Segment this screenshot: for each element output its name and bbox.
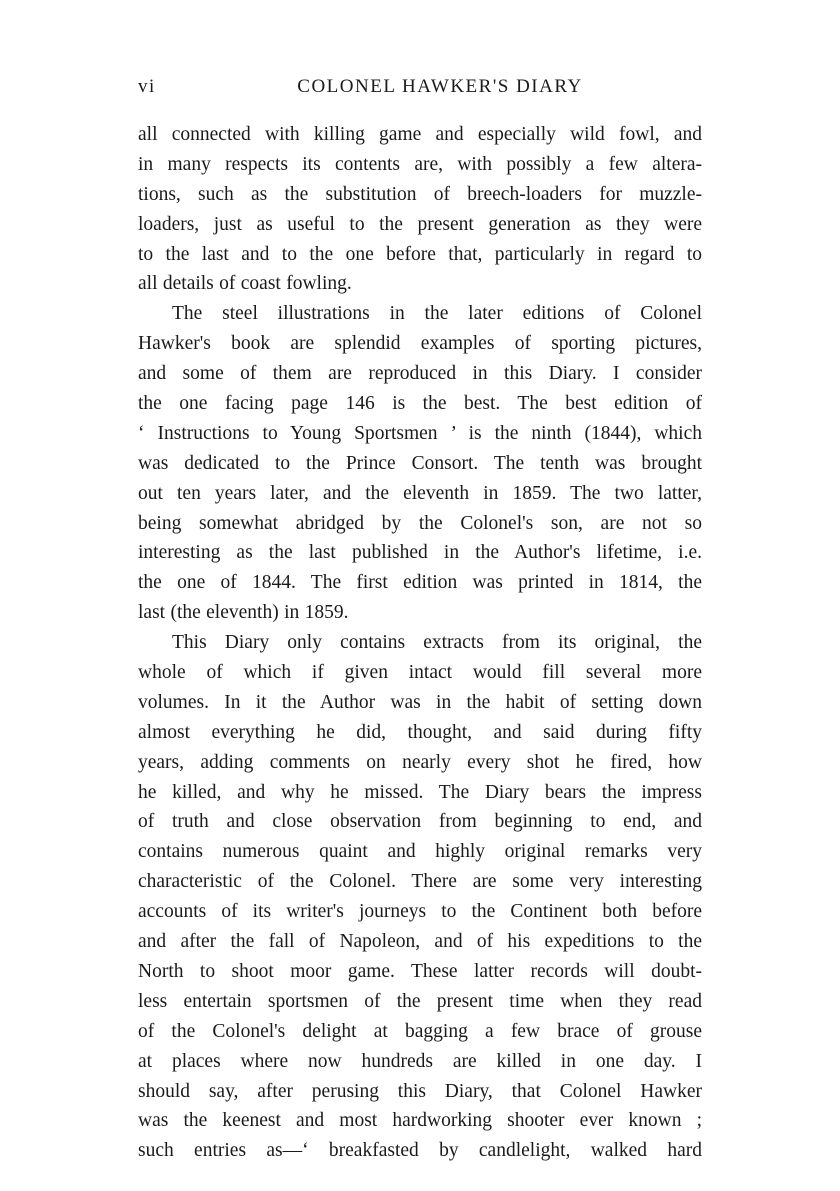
text-line: was the keenest and most hardworking shooter ever known ; <box>138 1110 702 1132</box>
text-line: at places where now hundreds are killed in one day. I <box>138 1050 702 1072</box>
text-line: less entertain sportsmen of the present time when they read <box>138 990 702 1012</box>
text-line: characteristic of the Colonel. There are some very interesting <box>138 871 702 893</box>
text-line: all connected with killing game and especially wild fowl, and <box>138 124 702 145</box>
text-line: he killed, and why he missed. The Diary bears the impress <box>138 781 702 803</box>
text-line: of truth and close observation from beginning to end, and <box>138 811 702 833</box>
text-line: all details of coast fowling. <box>138 273 352 295</box>
text-line: in many respects its contents are, with possibly a few altera- <box>138 153 702 175</box>
text-line: accounts of its writer's journeys to the Continent both before <box>138 901 702 923</box>
text-line: years, adding comments on nearly every shot he fired, how <box>138 751 702 773</box>
text-line: contains numerous quaint and highly original remarks very <box>138 841 702 863</box>
running-head <box>138 76 702 102</box>
text-line: the one of 1844. The first edition was printed in 1814, the <box>138 572 702 594</box>
text-line: loaders, just as useful to the present generation as they were <box>138 213 702 235</box>
text-line: This Diary only contains extracts from its original, the <box>172 632 702 654</box>
text-line: to the last and to the one before that, particularly in regard to <box>138 243 702 265</box>
text-line: of the Colonel's delight at bagging a few brace of grouse <box>138 1020 702 1042</box>
text-line: was dedicated to the Prince Consort. The tenth was brought <box>138 452 702 474</box>
body-text <box>138 120 702 1166</box>
text-line: and some of them are reproduced in this Diary. I consider <box>138 363 702 385</box>
text-line: being somewhat abridged by the Colonel's son, are not so <box>138 512 702 534</box>
page-number: vi <box>138 76 156 97</box>
text-line: interesting as the last published in the Author's lifetime, i.e. <box>138 542 702 564</box>
text-line: North to shoot moor game. These latter records will doubt- <box>138 960 702 982</box>
text-line: volumes. In it the Author was in the habit of setting down <box>138 691 702 713</box>
text-line: ‘ Instructions to Young Sportsmen ’ is the ninth (1844), which <box>138 422 702 444</box>
text-line: tions, such as the substitution of breech-loaders for muzzle- <box>138 183 702 205</box>
text-line: out ten years later, and the eleventh in 1859. The two latter, <box>138 482 702 504</box>
text-line: the one facing page 146 is the best. The best edition of <box>138 393 702 415</box>
text-line: Hawker's book are splendid examples of sporting pictures, <box>138 333 702 355</box>
text-line: and after the fall of Napoleon, and of his expeditions to the <box>138 931 702 953</box>
text-line: last (the eleventh) in 1859. <box>138 602 349 624</box>
text-line: should say, after perusing this Diary, that Colonel Hawker <box>138 1080 702 1102</box>
text-line: The steel illustrations in the later editions of Colonel <box>172 303 702 325</box>
text-line: whole of which if given intact would fill several more <box>138 662 702 684</box>
text-line: almost everything he did, thought, and said during fifty <box>138 721 702 743</box>
running-title: COLONEL HAWKER'S DIARY <box>297 76 583 97</box>
text-line: such entries as—‘ breakfasted by candlelight, walked hard <box>138 1140 702 1162</box>
